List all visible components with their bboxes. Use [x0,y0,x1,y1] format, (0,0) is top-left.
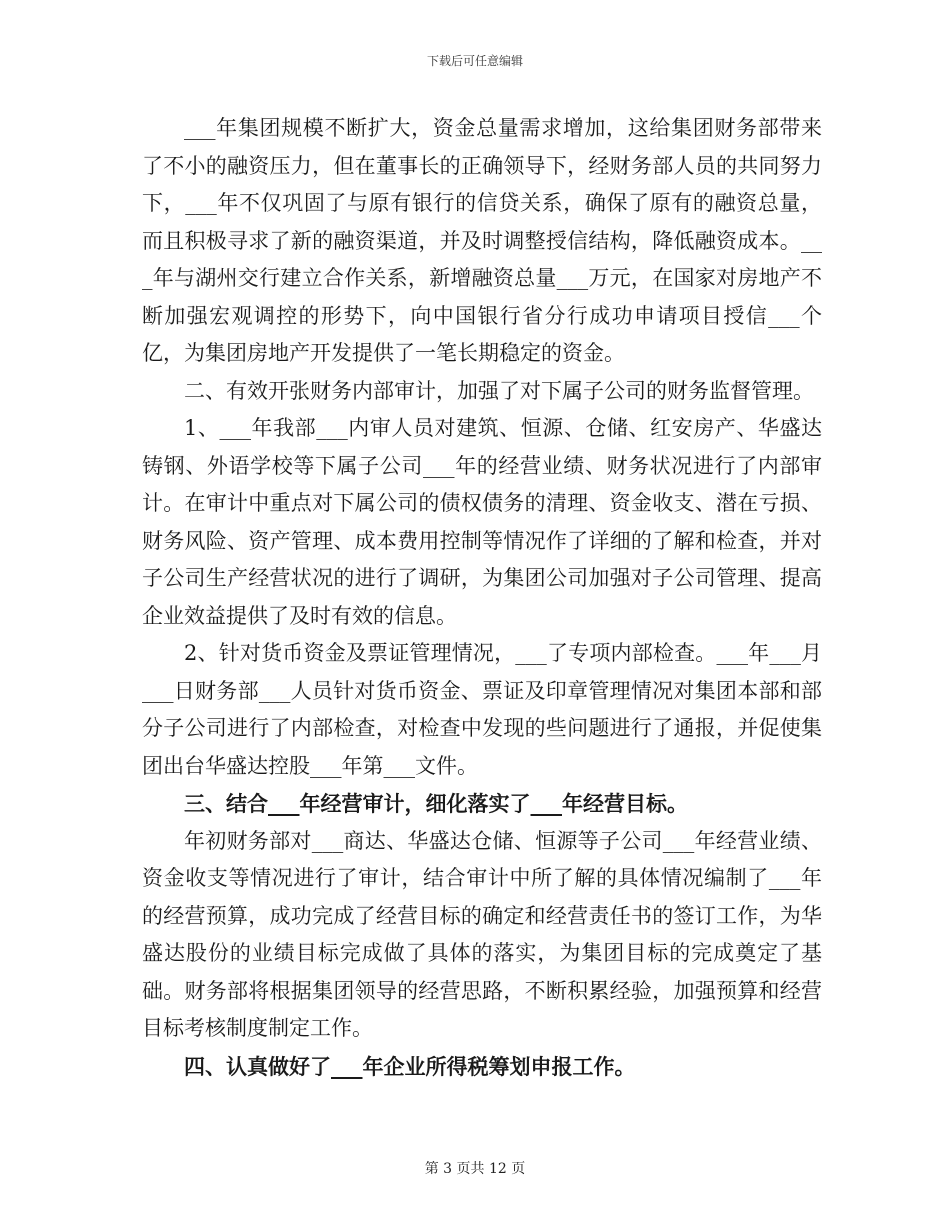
section-heading-income-tax: 四、认真做好了___年企业所得税筹划申报工作。 [184,1053,636,1079]
document-body [142,110,822,1085]
paragraph-operating-budget: 年初财务部对___商达、华盛达仓储、恒源等子公司___年经营业绩、资金收支等情况进行了审计，结合审计中所了解的具体情况编制了___年的经营预算，成功完成了经营目标的确定和经营责任书的签订工作，为华盛达股份的业绩目标完成做了具体的落实，为集团目标的完成奠定了基础。财务部将根据集团领导的经营思路，不断积累经验，加强预算和经营目标考核制度制定工作。 [142,828,822,1040]
page-header: 下载后可任意编辑 [426,54,523,68]
paragraph-audit-item-1: 1、___年我部___内审人员对建筑、恒源、仓储、红安房产、华盛达铸钢、外语学校等下属子公司___年的经营业绩、财务状况进行了内部审计。在审计中重点对下属公司的债权债务的清理、资金收支、潜在亏损、财务风险、资产管理、成本费用控制等情况作了详细的了解和检查，并对子公司生产经营状况的进行了调研，为集团公司加强对子公司管理、提高企业效益提供了及时有效的信息。 [142,416,822,628]
paragraph-audit-item-2: 2、针对货币资金及票证管理情况，___了专项内部检查。___年___月___日财务部___人员针对货币资金、票证及印章管理情况对集团本部和部分子公司进行了内部检查，对检查中发现的些问题进行了通报，并促使集团出台华盛达控股___年第___文件。 [142,641,822,778]
paragraph-financing: ___年集团规模不断扩大，资金总量需求增加，这给集团财务部带来了不小的融资压力，但在董事长的正确领导下，经财务部人员的共同努力下，___年不仅巩固了与原有银行的信贷关系，确保了原有的融资总量，而且积极寻求了新的融资渠道，并及时调整授信结构，降低融资成本。___年与湖州交行建立合作关系，新增融资总量___万元，在国家对房地产不断加强宏观调控的形势下，向中国银行省分行成功申请项目授信___个亿，为集团房地产开发提供了一笔长期稳定的资金。 [142,116,822,365]
section-heading-operating-targets: 三、结合___年经营审计，细化落实了___年经营目标。 [184,791,688,816]
section-heading-internal-audit: 二、有效开张财务内部审计，加强了对下属子公司的财务监督管理。 [184,378,814,403]
page-number-footer: 第 3 页共 12 页 [424,1161,526,1177]
